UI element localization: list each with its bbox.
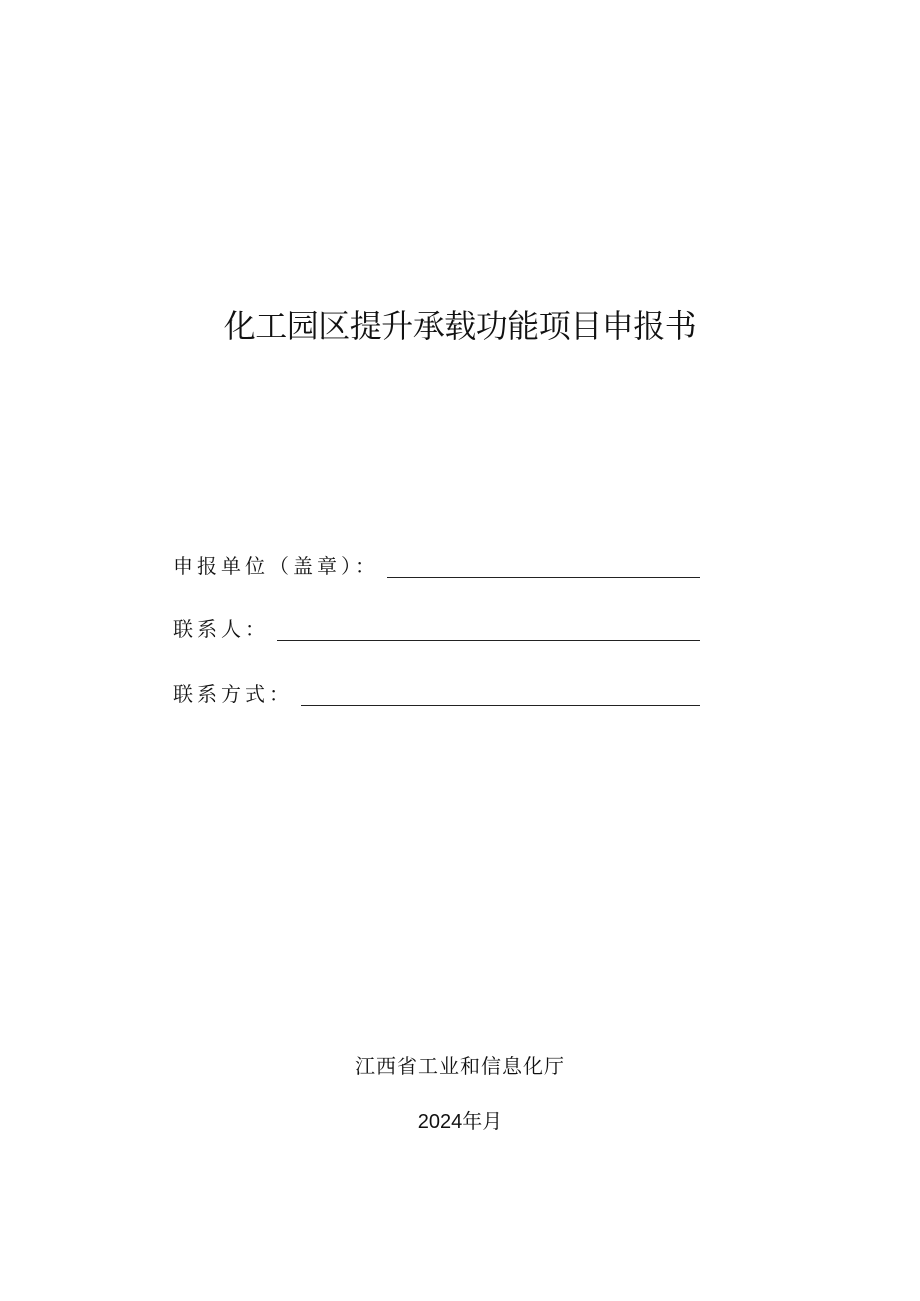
contact-person-label: 联系人：: [173, 617, 269, 641]
document-date: 2024年月: [417, 1111, 503, 1133]
applicant-unit-label: 申报单位（盖章）：: [173, 554, 379, 578]
contact-method-field: [173, 677, 700, 707]
document-title: 化工园区提升承载功能项目申报书: [223, 307, 697, 345]
applicant-unit-field: [173, 549, 700, 579]
contact-person-blank-line[interactable]: [277, 640, 700, 641]
contact-method-blank-line[interactable]: [301, 705, 700, 706]
contact-method-label: 联系方式：: [173, 682, 293, 706]
applicant-unit-blank-line[interactable]: [387, 577, 700, 578]
contact-person-field: [173, 612, 700, 642]
issuing-authority: 江西省工业和信息化厅: [355, 1054, 565, 1078]
